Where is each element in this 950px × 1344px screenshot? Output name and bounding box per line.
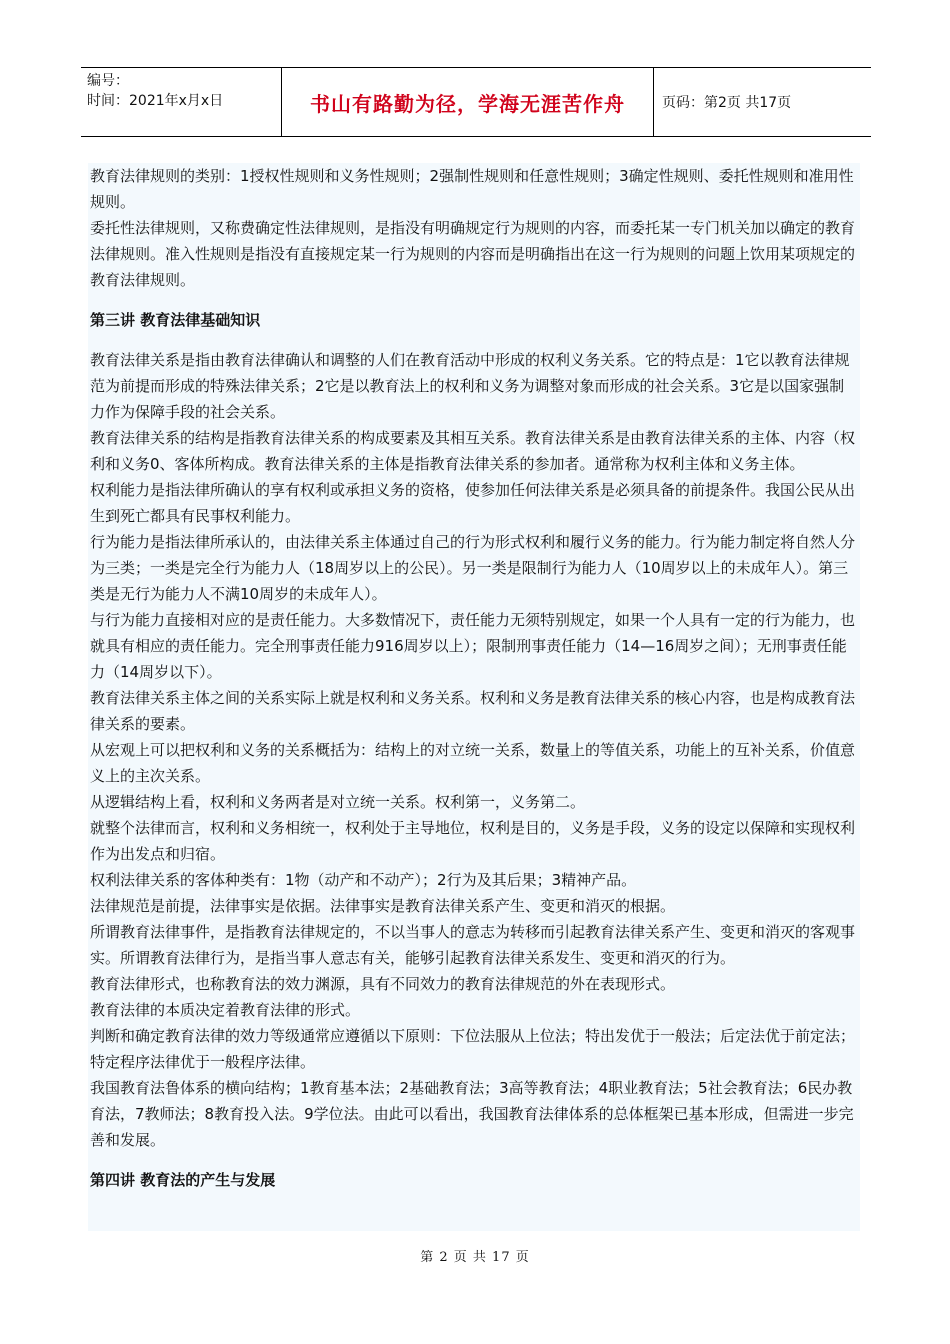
header-motto: 书山有路勤为径，学海无涯苦作舟 bbox=[282, 68, 654, 136]
paragraph-relation-structure: 教育法律关系的结构是指教育法律关系的构成要素及其相互关系。教育法律关系是由教育法律关系的主体、内容（权利和义务0、客体所构成。教育法律关系的主体是指教育法律关系的参加者。通常称为权利主体和义务主体。 bbox=[90, 429, 856, 473]
header-page-info: 页码：第2页 共17页 bbox=[662, 95, 792, 111]
paragraph-legal-facts: 法律规范是前提，法律事实是依据。法律事实是教育法律关系产生、变更和消灭的根据。 bbox=[90, 897, 676, 915]
paragraph-rights-obligations: 教育法律关系主体之间的关系实际上就是权利和义务关系。权利和义务是教育法律关系的核心内容，也是构成教育法律关系的要素。 bbox=[90, 689, 856, 733]
paragraph-legal-relation: 教育法律关系是指由教育法律确认和调整的人们在教育活动中形成的权利义务关系。它的特点是：1它以教育法律规范为前提而形成的特殊法律关系；2它是以教育法上的权利和义务为调整对象而形成的社会关系。3它是以国家强制力作为保障手段的社会关系。 bbox=[90, 351, 850, 421]
paragraph-legal-system: 我国教育法鲁体系的横向结构；1教育基本法；2基础教育法；3高等教育法；4职业教育法；5社会教育法；6民办教育法，7教师法；8教育投入法。9学位法。由此可以看出，我国教育法律体系的总体框架已基本形成，但需进一步完善和发展。 bbox=[90, 1079, 854, 1149]
page-footer: 第 2 页 共 17 页 bbox=[420, 1250, 530, 1265]
paragraph-whole-law: 就整个法律而言，权利和义务相统一，权利处于主导地位，权利是目的，义务是手段，义务的设定以保障和实现权利作为出发点和归宿。 bbox=[90, 819, 856, 863]
paragraph-rule-categories: 教育法律规则的类别：1授权性规则和义务性规则；2强制性规则和任意性规则；3确定性规则、委托性规则和准用性规则。 bbox=[90, 167, 854, 211]
paragraph-legal-events: 所谓教育法律事件，是指教育法律规定的，不以当事人的意志为转移而引起教育法律关系产生、变更和消灭的客观事实。所谓教育法律行为，是指当事人意志有关，能够引起教育法律关系发生、变更和消灭的行为。 bbox=[90, 923, 856, 967]
paragraph-legal-essence: 教育法律的本质决定着教育法律的形式。 bbox=[90, 1001, 361, 1019]
paragraph-effect-levels: 判断和确定教育法律的效力等级通常应遵循以下原则：下位法服从上位法；特出发优于一般法；后定法优于前定法；特定程序法律优于一般程序法律。 bbox=[90, 1027, 856, 1071]
paragraph-macro-relation: 从宏观上可以把权利和义务的关系概括为：结构上的对立统一关系，数量上的等值关系，功能上的互补关系，价值意义上的主次关系。 bbox=[90, 741, 856, 785]
section-heading-lecture-3: 第三讲 教育法律基础知识 bbox=[90, 311, 261, 329]
page-header bbox=[81, 67, 871, 137]
time-label: 时间：2021年x月x日 bbox=[87, 93, 224, 109]
section-heading-lecture-4: 第四讲 教育法的产生与发展 bbox=[90, 1171, 276, 1189]
document-body bbox=[88, 163, 860, 1231]
paragraph-object-types: 权利法律关系的客体种类有：1物（动产和不动产）；2行为及其后果；3精神产品。 bbox=[90, 871, 637, 889]
header-meta-cell bbox=[81, 68, 282, 136]
serial-label: 编号： bbox=[87, 73, 129, 89]
paragraph-rights-capacity: 权利能力是指法律所确认的享有权利或承担义务的资格，使参加任何法律关系是必须具备的前提条件。我国公民从出生到死亡都具有民事权利能力。 bbox=[90, 481, 856, 525]
paragraph-legal-form: 教育法律形式，也称教育法的效力渊源，具有不同效力的教育法律规范的外在表现形式。 bbox=[90, 975, 676, 993]
paragraph-logical-structure: 从逻辑结构上看，权利和义务两者是对立统一关系。权利第一，义务第二。 bbox=[90, 793, 586, 811]
paragraph-delegated-rules: 委托性法律规则，又称费确定性法律规则，是指没有明确规定行为规则的内容，而委托某一专门机关加以确定的教育法律规则。准入性规则是指没有直接规定某一行为规则的内容而是明确指出在这一行为规则的问题上饮用某项规定的教育法律规则。 bbox=[90, 219, 856, 289]
paragraph-behavior-capacity: 行为能力是指法律所承认的，由法律关系主体通过自己的行为形式权利和履行义务的能力。行为能力制定将自然人分为三类；一类是完全行为能力人（18周岁以上的公民）。另一类是限制行为能力人（10周岁以上的未成年人）。第三类是无行为能力人不满10周岁的未成年人）。 bbox=[90, 533, 856, 603]
paragraph-liability-capacity: 与行为能力直接相对应的是责任能力。大多数情况下，责任能力无须特别规定，如果一个人具有一定的行为能力，也就具有相应的责任能力。完全刑事责任能力916周岁以上）；限制刑事责任能力（14—16周岁之间）；无刑事责任能力（14周岁以下）。 bbox=[90, 611, 856, 681]
